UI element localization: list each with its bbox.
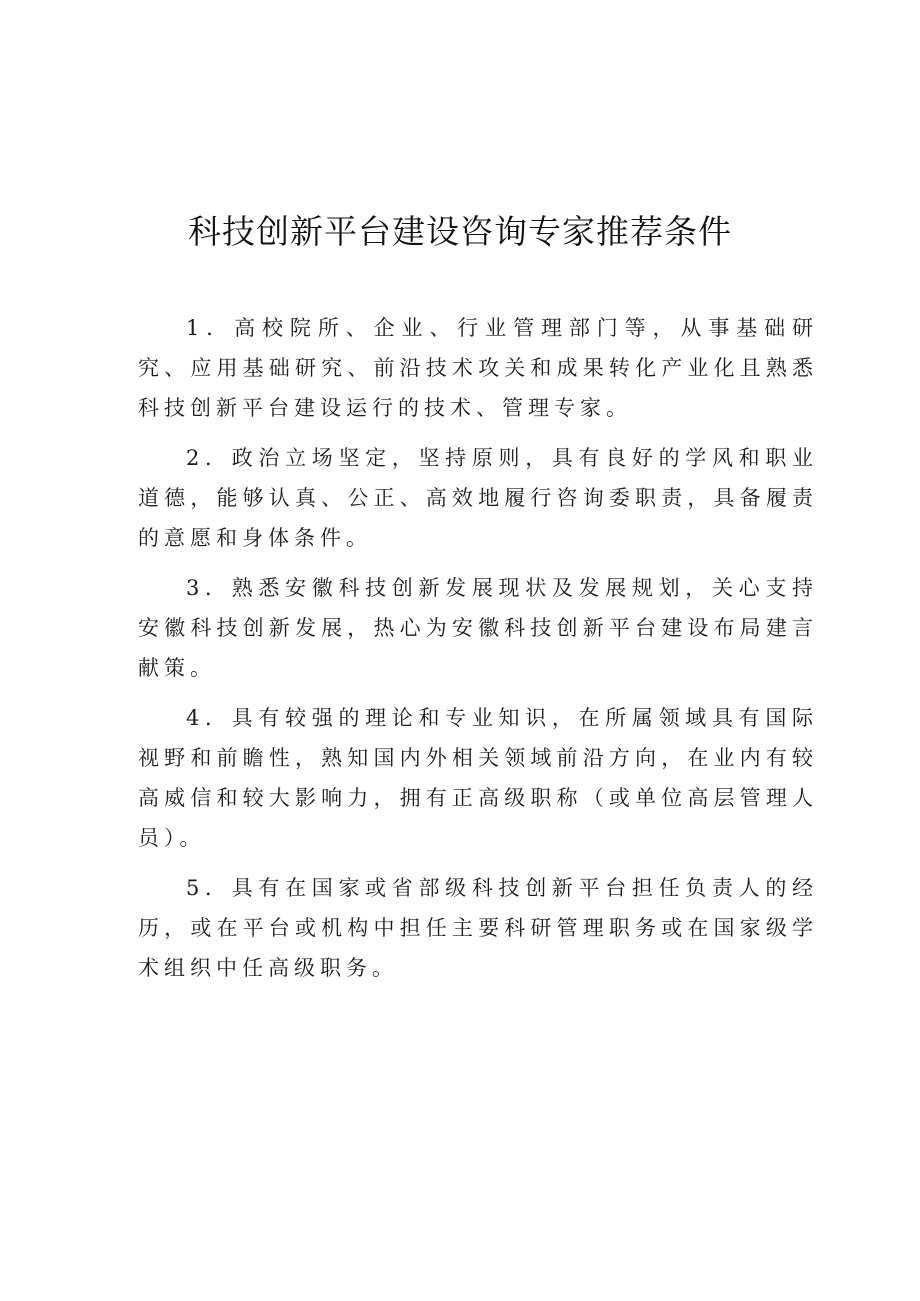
criteria-item-2: 2．政治立场坚定，坚持原则，具有良好的学风和职业道德，能够认真、公正、高效地履行咨询委职责，具备履责的意愿和身体条件。 (138, 446, 818, 550)
document-body (138, 308, 818, 988)
criteria-item-1: 1．高校院所、企业、行业管理部门等，从事基础研究、应用基础研究、前沿技术攻关和成果转化产业化且熟悉科技创新平台建设运行的技术、管理专家。 (138, 316, 818, 420)
criteria-item-3: 3．熟悉安徽科技创新发展现状及发展规划，关心支持安徽科技创新发展，热心为安徽科技创新平台建设布局建言献策。 (138, 576, 818, 680)
criteria-item-4: 4．具有较强的理论和专业知识，在所属领域具有国际视野和前瞻性，熟知国内外相关领域前沿方向，在业内有较高威信和较大影响力，拥有正高级职称（或单位高层管理人员）。 (138, 706, 818, 850)
criteria-item-5: 5．具有在国家或省部级科技创新平台担任负责人的经历，或在平台或机构中担任主要科研管理职务或在国家级学术组织中任高级职务。 (138, 876, 818, 980)
document-title: 科技创新平台建设咨询专家推荐条件 (188, 212, 732, 251)
